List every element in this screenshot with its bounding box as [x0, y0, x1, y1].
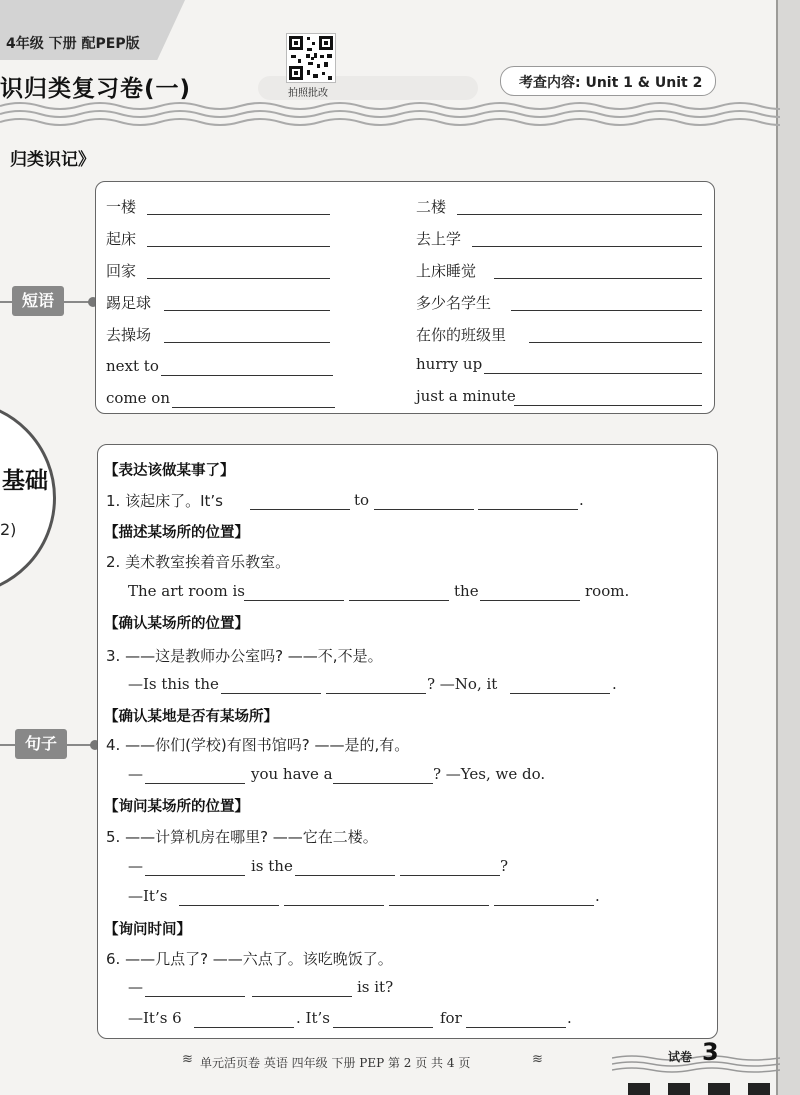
phrase-answer-blank[interactable] [161, 375, 333, 376]
category-heading: 【确认某地是否有某场所】 [104, 709, 278, 725]
q4-text-a: you have a [251, 765, 333, 783]
phrase-label: 多少名学生 [416, 294, 492, 312]
question-1: 1. 该起床了。It’s [106, 492, 223, 510]
phrase-label: 去上学 [416, 230, 462, 248]
answer-blank[interactable] [284, 905, 384, 906]
phrase-answer-blank[interactable] [511, 310, 702, 311]
q2-room: room. [585, 582, 630, 600]
question-6: 6. ——几点了? ——六点了。该吃晚饭了。 [106, 950, 393, 968]
answer-blank[interactable] [250, 509, 350, 510]
category-heading: 【表达该做某事了】 [104, 463, 235, 479]
registration-bar [628, 1083, 650, 1095]
footer-text: 单元活页卷 英语 四年级 下册 PEP 第 2 页 共 4 页 [200, 1056, 471, 1070]
answer-blank[interactable] [145, 875, 245, 876]
phrase-answer-blank[interactable] [172, 407, 335, 408]
phrase-label: next to [106, 357, 159, 375]
answer-blank[interactable] [179, 905, 279, 906]
answer-blank[interactable] [194, 1027, 294, 1028]
phrase-answer-blank[interactable] [472, 246, 702, 247]
category-heading: 【询问某场所的位置】 [104, 799, 249, 815]
q6-text-c: . It’s [296, 1009, 330, 1027]
phrase-label: just a minute [416, 387, 516, 405]
phrase-label: 在你的班级里 [416, 326, 507, 344]
footer-wave-lines [612, 1054, 780, 1074]
phrase-label: 踢足球 [106, 294, 152, 312]
question-4: 4. ——你们(学校)有图书馆吗? ——是的,有。 [106, 736, 410, 754]
phrase-answer-blank[interactable] [514, 405, 702, 406]
registration-bar [668, 1083, 690, 1095]
basics-circle-sub: 2) [0, 520, 17, 539]
question-5: 5. ——计算机房在哪里? ——它在二楼。 [106, 828, 378, 846]
answer-blank[interactable] [349, 600, 449, 601]
answer-blank[interactable] [295, 875, 395, 876]
qr-label: 拍照批改 [288, 88, 328, 99]
answer-blank[interactable] [333, 1027, 433, 1028]
phrase-label: come on [106, 389, 170, 407]
category-heading: 【确认某场所的位置】 [104, 616, 249, 632]
answer-blank[interactable] [145, 996, 245, 997]
phrase-answer-blank[interactable] [147, 278, 330, 279]
q5-text-b: —It’s [128, 887, 168, 905]
q3-text-b: ? —No, it [427, 675, 498, 693]
exam-label: 试卷 [668, 1050, 693, 1064]
phrase-label: 去操场 [106, 326, 152, 344]
registration-bar [708, 1083, 730, 1095]
phrases-tag: 短语 [12, 286, 64, 316]
answer-blank[interactable] [494, 905, 594, 906]
q1-to: to [354, 491, 370, 509]
basics-circle [0, 400, 56, 596]
q5-end: . [595, 887, 600, 905]
q5-dash: — [128, 857, 143, 875]
question-2: 2. 美术教室挨着音乐教室。 [106, 553, 291, 571]
q2-text-a: The art room is [128, 582, 245, 600]
q6-for: for [440, 1009, 462, 1027]
answer-blank[interactable] [145, 783, 245, 784]
phrase-label: 上床睡觉 [416, 262, 477, 280]
q5-text-a: is the [251, 857, 293, 875]
q5-question-mark: ? [500, 857, 509, 875]
phrase-answer-blank[interactable] [147, 214, 330, 215]
section-title: 归类识记》 [10, 150, 95, 170]
wave-mark-icon: ≋ [182, 1052, 193, 1067]
phrase-answer-blank[interactable] [484, 373, 702, 374]
category-heading: 【描述某场所的位置】 [104, 525, 249, 541]
answer-blank[interactable] [326, 693, 426, 694]
category-heading: 【询问时间】 [104, 922, 191, 938]
registration-bar [748, 1083, 770, 1095]
phrase-label: 起床 [106, 230, 137, 248]
phrase-answer-blank[interactable] [164, 342, 330, 343]
page-edge [776, 0, 800, 1095]
qr-code-icon[interactable] [286, 33, 336, 83]
phrase-answer-blank[interactable] [164, 310, 330, 311]
phrase-answer-blank[interactable] [457, 214, 702, 215]
phrase-answer-blank[interactable] [529, 342, 702, 343]
q6-text-b: —It’s 6 [128, 1009, 182, 1027]
q3-end: . [612, 675, 617, 693]
answer-blank[interactable] [510, 693, 610, 694]
q2-the: the [454, 582, 479, 600]
phrase-answer-blank[interactable] [494, 278, 702, 279]
answer-blank[interactable] [466, 1027, 566, 1028]
phrases-box [95, 181, 715, 414]
grade-label: 4年级 下册 配PEP版 [6, 36, 140, 52]
scope-text: 考查内容: Unit 1 & Unit 2 [519, 75, 703, 91]
answer-blank[interactable] [374, 509, 474, 510]
answer-blank[interactable] [480, 600, 580, 601]
wave-mark-icon: ≋ [532, 1052, 543, 1067]
phrase-label: 回家 [106, 262, 137, 280]
phrase-label: hurry up [416, 355, 483, 373]
wave-divider [0, 100, 780, 134]
answer-blank[interactable] [252, 996, 352, 997]
answer-blank[interactable] [221, 693, 321, 694]
question-3: 3. ——这是教师办公室吗? ——不,不是。 [106, 647, 383, 665]
q1-end: . [579, 491, 584, 509]
answer-blank[interactable] [389, 905, 489, 906]
q4-text-b: ? —Yes, we do. [433, 765, 546, 783]
answer-blank[interactable] [244, 600, 344, 601]
q3-text-a: —Is this the [128, 675, 219, 693]
phrase-answer-blank[interactable] [147, 246, 330, 247]
sentences-tag: 句子 [15, 729, 67, 759]
answer-blank[interactable] [333, 783, 433, 784]
q6-text-a: is it? [357, 978, 394, 996]
page-title: 识归类复习卷(一) [0, 76, 192, 102]
page-number: 3 [702, 1038, 719, 1066]
basics-circle-text: 基础 [2, 468, 48, 494]
q6-dash: — [128, 978, 143, 996]
answer-blank[interactable] [400, 875, 500, 876]
phrase-label: 一楼 [106, 198, 137, 216]
phrase-label: 二楼 [416, 198, 447, 216]
q6-end: . [567, 1009, 572, 1027]
answer-blank[interactable] [478, 509, 578, 510]
q4-dash: — [128, 765, 143, 783]
